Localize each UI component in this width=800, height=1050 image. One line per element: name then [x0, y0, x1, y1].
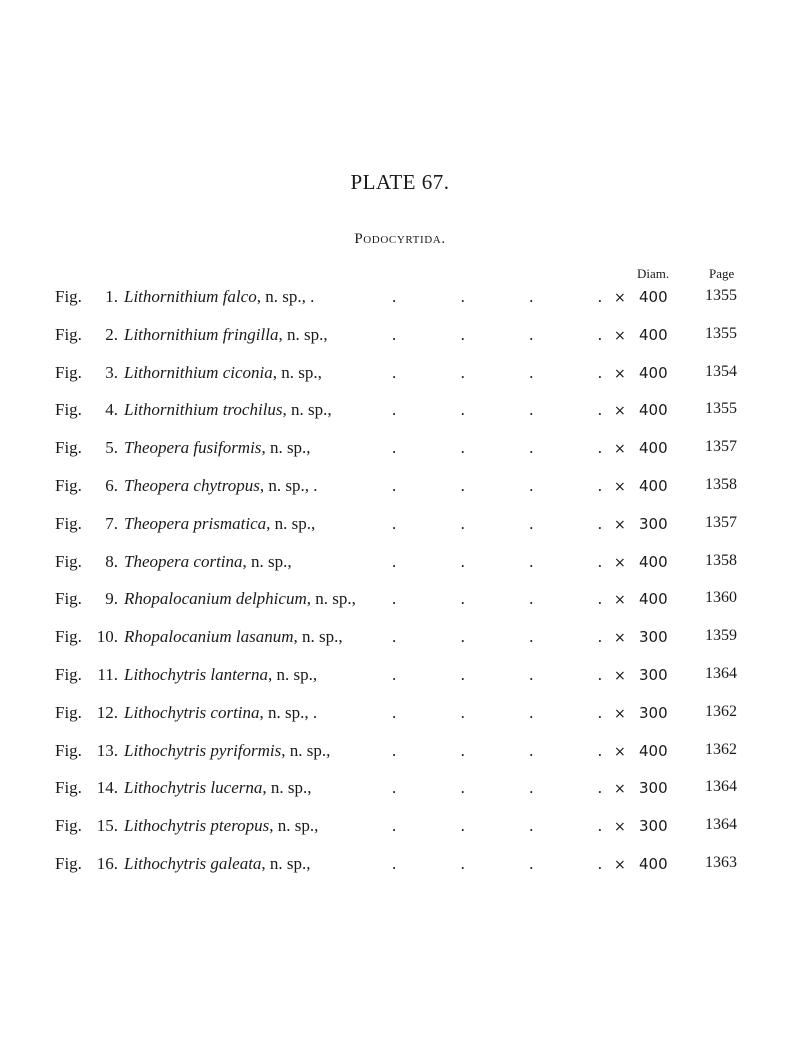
species-name: Lithornithium fringilla — [124, 324, 279, 344]
species-description — [124, 514, 315, 534]
fig-label: Fig. — [55, 551, 82, 571]
magnification-sign: × — [614, 554, 626, 571]
leader-dot: . — [597, 816, 602, 836]
leader-dot: . — [392, 853, 397, 873]
diameter-value: 300 — [639, 514, 668, 533]
magnification-sign: × — [614, 819, 626, 836]
list-item — [0, 325, 800, 363]
species-suffix: , n. sp., — [262, 778, 312, 798]
fig-number: 4. — [105, 400, 118, 420]
fig-number: 7. — [105, 513, 118, 533]
leader-dot: . — [597, 362, 602, 382]
page-number: 1355 — [705, 287, 737, 304]
species-suffix: , n. sp., — [261, 853, 311, 873]
leader-dot: . — [597, 438, 602, 458]
leader-dot: . — [529, 287, 534, 306]
fig-label: Fig. — [55, 438, 82, 458]
list-item — [0, 438, 800, 476]
fig-label: Fig. — [55, 589, 82, 609]
species-suffix: , n. sp., — [293, 627, 343, 647]
list-item — [0, 778, 800, 816]
leader-dot: . — [392, 438, 397, 458]
page-number: 1358 — [705, 475, 737, 493]
leader-dot: . — [460, 400, 465, 420]
fig-label: Fig. — [55, 324, 82, 344]
leader-dot: . — [529, 853, 534, 873]
magnification-sign: × — [614, 516, 626, 533]
leader-dots — [392, 476, 602, 496]
species-suffix: , n. sp., — [268, 664, 318, 684]
leader-dot: . — [460, 475, 465, 495]
magnification-sign: × — [614, 327, 626, 344]
magnification-sign: × — [614, 781, 626, 798]
leader-dot: . — [392, 740, 397, 760]
leader-dots — [392, 589, 602, 609]
fig-label: Fig. — [55, 664, 82, 684]
leader-dot: . — [597, 664, 602, 684]
diameter-value: 300 — [639, 779, 668, 798]
species-name: Lithornithium ciconia — [124, 362, 273, 382]
magnification-sign: × — [614, 478, 626, 495]
species-description — [124, 703, 317, 723]
leader-dot: . — [597, 702, 602, 722]
magnification-sign: × — [614, 743, 626, 760]
species-name: Lithochytris lanterna — [124, 664, 269, 684]
list-item — [0, 741, 800, 779]
species-name: Lithochytris galeata — [124, 853, 262, 873]
species-name: Theopera cortina — [124, 551, 243, 571]
leader-dot: . — [392, 475, 397, 495]
magnification-sign: × — [614, 856, 626, 873]
page-number: 1364 — [705, 816, 737, 834]
fig-number: 9. — [105, 589, 118, 609]
leader-dots — [392, 627, 602, 647]
leader-dot: . — [529, 664, 534, 684]
section-heading: Podocyrtida. — [354, 231, 446, 247]
leader-dot: . — [460, 627, 465, 647]
leader-dots — [392, 854, 602, 874]
leader-dot: . — [460, 589, 465, 609]
diameter-value: 400 — [639, 401, 668, 420]
fig-label: Fig. — [55, 513, 82, 533]
species-suffix: , n. sp., . — [256, 287, 315, 306]
species-name: Lithochytris pteropus — [124, 816, 270, 836]
list-item — [0, 400, 800, 438]
species-name: Lithochytris pyriformis — [124, 740, 282, 760]
list-item — [0, 476, 800, 514]
leader-dots — [392, 325, 602, 345]
magnification-sign: × — [614, 592, 626, 609]
species-suffix: , n. sp., — [282, 400, 332, 420]
leader-dot: . — [529, 778, 534, 798]
species-description — [124, 325, 328, 345]
fig-number: 15. — [96, 816, 118, 836]
leader-dot: . — [392, 664, 397, 684]
magnification-sign: × — [614, 441, 626, 458]
page-number: 1357 — [705, 513, 737, 531]
fig-label: Fig. — [55, 740, 82, 760]
leader-dot: . — [460, 287, 465, 306]
column-header-diam: Diam. — [637, 266, 670, 281]
leader-dot: . — [529, 362, 534, 382]
list-item — [0, 363, 800, 401]
leader-dot: . — [460, 362, 465, 382]
leader-dot: . — [597, 589, 602, 609]
species-name: Rhopalocanium lasanum — [124, 627, 294, 647]
leader-dot: . — [460, 816, 465, 836]
magnification-sign: × — [614, 365, 626, 382]
leader-dot: . — [529, 551, 534, 571]
leader-dot: . — [529, 816, 534, 836]
diameter-value: 300 — [639, 665, 668, 684]
leader-dot: . — [597, 324, 602, 344]
leader-dot: . — [460, 853, 465, 873]
leader-dot: . — [460, 438, 465, 458]
figure-list — [0, 287, 800, 892]
leader-dot: . — [392, 627, 397, 647]
fig-label: Fig. — [55, 287, 82, 306]
leader-dots — [392, 703, 602, 723]
species-description — [124, 778, 311, 798]
page-number: 1362 — [705, 702, 737, 720]
leader-dot: . — [529, 740, 534, 760]
leader-dot: . — [597, 551, 602, 571]
diameter-value: 400 — [639, 741, 668, 760]
species-description — [124, 627, 343, 647]
list-item — [0, 589, 800, 627]
leader-dot: . — [597, 778, 602, 798]
leader-dot: . — [597, 400, 602, 420]
species-suffix: , n. sp., — [278, 324, 328, 344]
leader-dots — [392, 514, 602, 534]
species-suffix: , n. sp., — [242, 551, 292, 571]
magnification-sign: × — [614, 667, 626, 684]
species-name: Lithornithium falco — [124, 287, 257, 306]
species-name: Theopera chytropus — [124, 475, 260, 495]
page-number: 1354 — [705, 362, 737, 380]
diameter-value: 400 — [639, 288, 668, 306]
leader-dot: . — [597, 740, 602, 760]
leader-dot: . — [392, 362, 397, 382]
fig-number: 2. — [105, 324, 118, 344]
page-number: 1355 — [705, 400, 737, 418]
species-suffix: , n. sp., — [269, 816, 319, 836]
leader-dots — [392, 438, 602, 458]
magnification-sign: × — [614, 630, 626, 647]
diameter-value: 400 — [639, 552, 668, 571]
species-suffix: , n. sp., — [266, 513, 316, 533]
leader-dot: . — [460, 551, 465, 571]
leader-dot: . — [460, 778, 465, 798]
fig-number: 12. — [96, 702, 118, 722]
fig-label: Fig. — [55, 816, 82, 836]
magnification-sign: × — [614, 290, 626, 306]
leader-dot: . — [392, 324, 397, 344]
diameter-value: 400 — [639, 363, 668, 382]
leader-dot: . — [460, 702, 465, 722]
species-description — [124, 400, 332, 420]
page-title: PLATE 67. — [350, 170, 450, 194]
list-item — [0, 514, 800, 552]
fig-number: 6. — [105, 475, 118, 495]
leader-dots — [392, 363, 602, 383]
diameter-value: 400 — [639, 854, 668, 873]
list-item — [0, 854, 800, 892]
species-description — [124, 665, 317, 685]
leader-dot: . — [597, 475, 602, 495]
leader-dot: . — [392, 400, 397, 420]
list-item — [0, 816, 800, 854]
species-description — [124, 476, 317, 496]
diameter-value: 400 — [639, 439, 668, 458]
leader-dot: . — [529, 438, 534, 458]
list-item — [0, 703, 800, 741]
species-suffix: , n. sp., — [281, 740, 331, 760]
leader-dot: . — [460, 664, 465, 684]
fig-label: Fig. — [55, 362, 82, 382]
species-suffix: , n. sp., — [261, 438, 311, 458]
fig-number: 3. — [105, 362, 118, 382]
species-description — [124, 854, 311, 874]
page-number: 1362 — [705, 740, 737, 758]
list-item — [0, 627, 800, 665]
species-suffix: , n. sp., — [306, 589, 356, 609]
page-number: 1363 — [705, 853, 737, 871]
leader-dots — [392, 287, 602, 307]
fig-number: 16. — [96, 853, 118, 873]
species-suffix: , n. sp., — [272, 362, 322, 382]
fig-label: Fig. — [55, 853, 82, 873]
fig-label: Fig. — [55, 475, 82, 495]
leader-dot: . — [392, 287, 397, 306]
fig-label: Fig. — [55, 400, 82, 420]
list-item — [0, 552, 800, 590]
species-description — [124, 552, 292, 572]
leader-dot: . — [392, 778, 397, 798]
leader-dot: . — [597, 513, 602, 533]
leader-dot: . — [529, 513, 534, 533]
fig-number: 11. — [97, 664, 118, 684]
leader-dot: . — [460, 513, 465, 533]
diameter-value: 400 — [639, 590, 668, 609]
leader-dots — [392, 400, 602, 420]
list-item — [0, 665, 800, 703]
species-suffix: , n. sp., . — [259, 702, 318, 722]
magnification-sign: × — [614, 705, 626, 722]
leader-dots — [392, 741, 602, 761]
fig-label: Fig. — [55, 778, 82, 798]
diameter-value: 300 — [639, 817, 668, 836]
species-description — [124, 741, 330, 761]
leader-dot: . — [392, 702, 397, 722]
species-description — [124, 287, 314, 307]
leader-dot: . — [529, 589, 534, 609]
list-item — [0, 287, 800, 325]
species-description — [124, 438, 311, 458]
leader-dots — [392, 552, 602, 572]
fig-number: 5. — [105, 438, 118, 458]
column-header-page: Page — [709, 266, 735, 281]
page-number: 1364 — [705, 664, 737, 682]
species-name: Theopera fusiformis — [124, 438, 262, 458]
species-suffix: , n. sp., . — [259, 475, 318, 495]
page-number: 1358 — [705, 551, 737, 569]
leader-dot: . — [392, 551, 397, 571]
leader-dots — [392, 778, 602, 798]
leader-dot: . — [392, 589, 397, 609]
leader-dot: . — [529, 702, 534, 722]
fig-number: 14. — [96, 778, 118, 798]
page-number: 1364 — [705, 778, 737, 796]
fig-label: Fig. — [55, 627, 82, 647]
species-description — [124, 816, 318, 836]
fig-number: 13. — [96, 740, 118, 760]
leader-dots — [392, 665, 602, 685]
leader-dot: . — [392, 816, 397, 836]
diameter-value: 300 — [639, 628, 668, 647]
leader-dot: . — [392, 513, 397, 533]
leader-dot: . — [597, 287, 602, 306]
magnification-sign: × — [614, 403, 626, 420]
leader-dot: . — [597, 627, 602, 647]
leader-dot: . — [460, 324, 465, 344]
species-description — [124, 363, 322, 383]
leader-dot: . — [529, 324, 534, 344]
species-name: Rhopalocanium delphicum — [124, 589, 307, 609]
leader-dots — [392, 816, 602, 836]
fig-number: 8. — [105, 551, 118, 571]
page-number: 1357 — [705, 438, 737, 456]
diameter-value: 400 — [639, 476, 668, 495]
leader-dot: . — [460, 740, 465, 760]
leader-dot: . — [597, 853, 602, 873]
species-name: Lithochytris lucerna — [124, 778, 263, 798]
species-name: Theopera prismatica — [124, 513, 267, 533]
leader-dot: . — [529, 475, 534, 495]
diameter-value: 300 — [639, 703, 668, 722]
page-number: 1355 — [705, 324, 737, 342]
fig-number: 1. — [105, 287, 118, 306]
page-number: 1360 — [705, 589, 737, 607]
species-description — [124, 589, 356, 609]
species-name: Lithochytris cortina — [124, 702, 260, 722]
fig-number: 10. — [96, 627, 118, 647]
page-number: 1359 — [705, 627, 737, 645]
species-name: Lithornithium trochilus — [124, 400, 283, 420]
diameter-value: 400 — [639, 325, 668, 344]
leader-dot: . — [529, 627, 534, 647]
fig-label: Fig. — [55, 702, 82, 722]
leader-dot: . — [529, 400, 534, 420]
